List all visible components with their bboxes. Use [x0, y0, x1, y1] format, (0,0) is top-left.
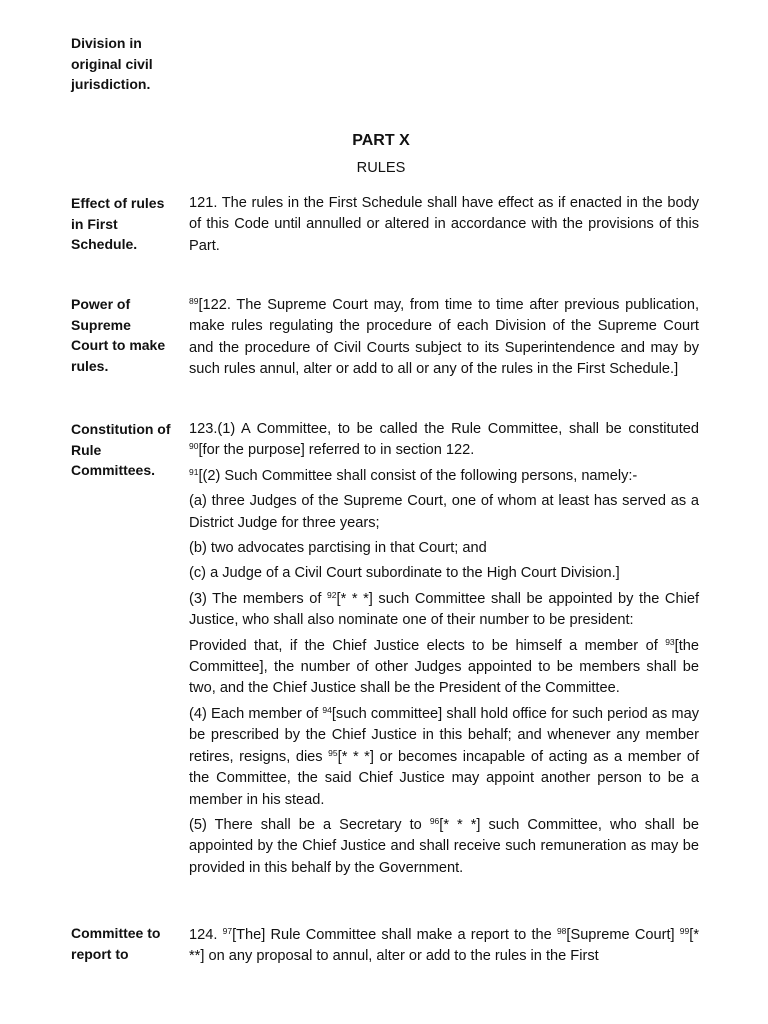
- text-run: [Supreme Court]: [566, 927, 680, 943]
- section-124-para: [189, 925, 699, 968]
- footnote-ref: 98: [556, 926, 567, 936]
- margin-note-constitution: Constitution of Rule Committees.: [71, 421, 171, 478]
- section-123: [189, 419, 699, 883]
- footnote-ref: 93: [665, 636, 675, 647]
- text-run: (4) Each member of: [189, 705, 323, 722]
- section-124: [189, 925, 699, 972]
- margin-note-committee: Committee to report to: [71, 925, 161, 962]
- footnote-ref: 99: [679, 926, 690, 936]
- footnote-ref: 96: [429, 815, 440, 826]
- footnote-ref: 92: [327, 589, 337, 600]
- section-123-clause-b: (b) two advocates parctising in that Court; and: [189, 540, 487, 557]
- footnote-ref: 90: [189, 441, 199, 452]
- section-121-text: 121. The rules in the First Schedule shall have effect as if enacted in the body of this Code until annulled or altered in accordance with the provisions of this Part.: [189, 195, 699, 254]
- section-122-para: [189, 295, 699, 381]
- margin-note-power: Power of Supreme Court to make rules.: [71, 296, 166, 374]
- text-run: [for the purpose] referred to in section 122.: [198, 442, 475, 459]
- footnote-ref: 95: [328, 747, 338, 758]
- section-123-sub3: [189, 589, 699, 632]
- text-run: (3) The members of: [189, 590, 328, 607]
- footnote-ref: 94: [322, 704, 332, 715]
- text-run: [* * *] such Committee shall be appointed by the Chief Justice, who shall also nominate one of their number to be president:: [189, 590, 699, 629]
- margin-note-division: Division in original civil jurisdiction.: [71, 35, 153, 92]
- text-run: [The] Rule Committee shall make a report to the: [232, 927, 557, 943]
- text-run: [* * *] such Committee, who shall be appointed by the Chief Justice and shall receive such remuneration as may be provided in this behalf by the Government.: [189, 816, 699, 876]
- text-run: (5) There shall be a Secretary to: [189, 816, 430, 833]
- section-123-clause-c: (c) a Judge of a Civil Court subordinate to the High Court Division.]: [189, 565, 620, 582]
- section-123-sub4: [189, 704, 699, 811]
- part-title: PART X: [352, 132, 410, 149]
- text-run: [such committee] shall hold office for such period as may be prescribed by the Chief Justice in this behalf; and whenever any member retires, resigns, dies: [189, 705, 700, 765]
- text-run: 124.: [189, 927, 223, 943]
- text-run: Provided that, if the Chief Justice elects to be himself a member of: [189, 637, 666, 654]
- text-run: [the Committee], the number of other Judges appointed to be members shall be two, and the Chief Justice shall be the President of the Committee.: [189, 637, 699, 697]
- text-run: [(2) Such Committee shall consist of the following persons, namely:-: [198, 467, 638, 484]
- section-123-clause-a: (a) three Judges of the Supreme Court, one of whom at least has served as a District Judge for three years;: [189, 493, 699, 531]
- part-subtitle: RULES: [356, 160, 406, 176]
- margin-note-effect: Effect of rules in First Schedule.: [71, 195, 165, 252]
- section-123-proviso: [189, 636, 699, 700]
- text-run: [* **] on any proposal to annul, alter or add to the rules in the First: [189, 927, 699, 965]
- section-123-sub5: [189, 815, 699, 879]
- section-122-text: [122. The Supreme Court may, from time to time after previous publication, make rules regulating the procedure of each Division of the Supreme Court and the procedure of Civil Courts subject to its Superintendence and may by such rules annul, alter or add to all or any of the rules in the First Schedule.]: [189, 297, 699, 378]
- footnote-ref: 97: [222, 926, 233, 936]
- section-122: [189, 295, 699, 385]
- section-123-sub1: [189, 419, 699, 462]
- footnote-ref: 89: [189, 296, 199, 306]
- section-121: [189, 193, 699, 261]
- footnote-ref: 91: [189, 466, 199, 477]
- section-123-sub2: [189, 466, 699, 487]
- text-run: 123.(1) A Committee, to be called the Rule Committee, shall be constituted: [189, 421, 699, 437]
- text-run: [* * *] or becomes incapable of acting as a member of the Committee, the said Chief Justice may appoint another person to be a member in his stead.: [189, 748, 699, 808]
